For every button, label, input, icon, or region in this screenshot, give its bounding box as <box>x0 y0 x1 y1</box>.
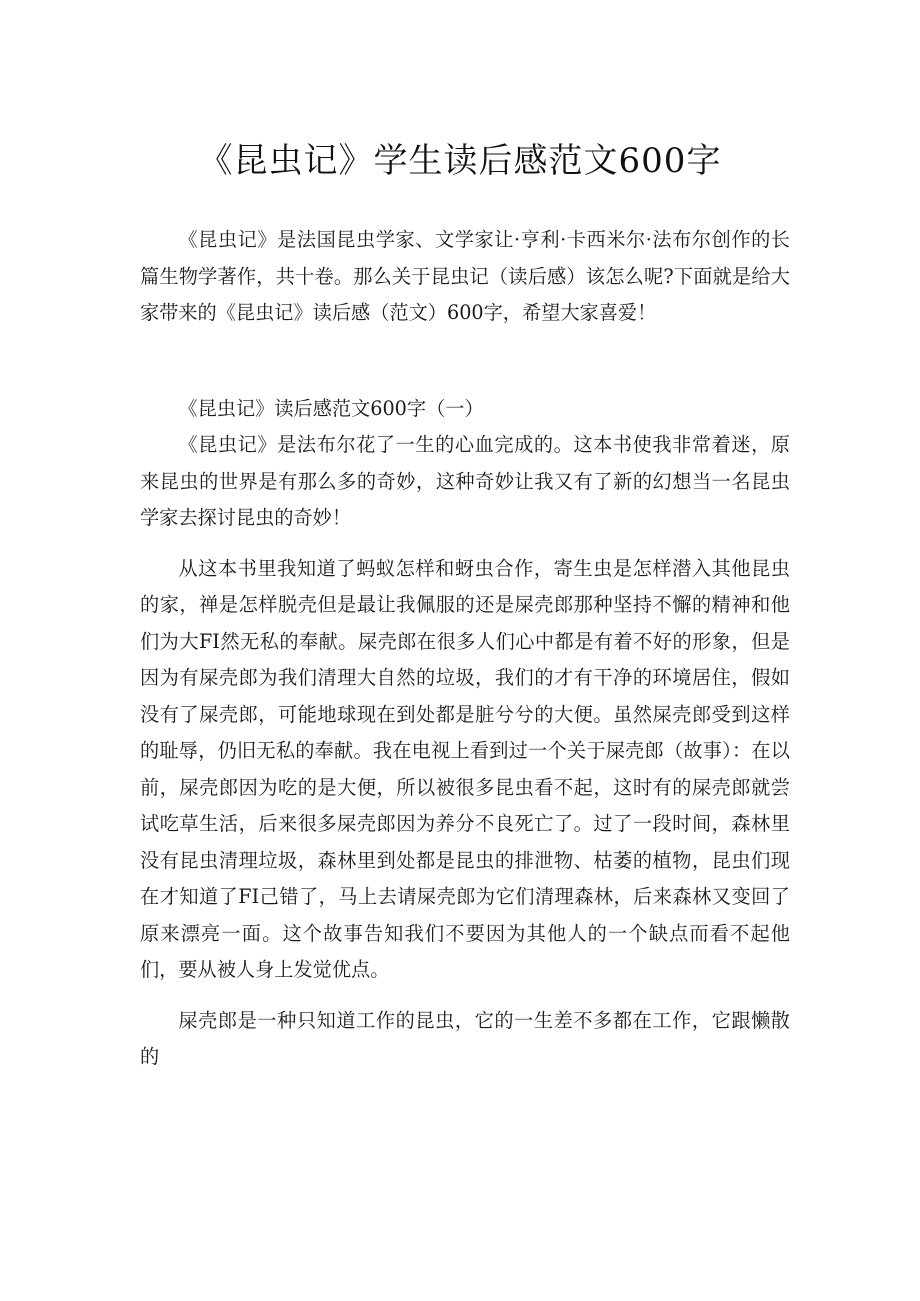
document-body <box>140 222 790 1076</box>
body-paragraph-3: 屎壳郎是一种只知道工作的昆虫，它的一生差不多都在工作，它跟懒散的 <box>140 1008 790 1068</box>
document-title: 《昆虫记》学生读后感范文600字 <box>198 141 722 181</box>
body-paragraph-1: 《昆虫记》是法布尔花了一生的心血完成的。这本书使我非常着迷，原来昆虫的世界是有那么多的奇妙，这种奇妙让我又有了新的幻想当一名昆虫学家去探讨昆虫的奇妙！ <box>140 433 790 529</box>
section-heading: 《昆虫记》读后感范文600字（一） <box>178 396 484 420</box>
body-paragraph-2: 从这本书里我知道了蚂蚁怎样和蚜虫合作，寄生虫是怎样潜入其他昆虫的家，禅是怎样脱壳但是最让我佩服的还是屎壳郎那种坚持不懈的精神和他们为大FI然无私的奉献。屎壳郎在很多人们心中都是有着不好的形象，但是因为有屎壳郎为我们清理大自然的垃圾，我们的才有干净的环境居住，假如没有了屎壳郎，可能地球现在到处都是脏兮兮的大便。虽然屎壳郎受到这样的耻辱，仍旧无私的奉献。我在电视上看到过一个关于屎壳郎（故事）：在以前，屎壳郎因为吃的是大便，所以被很多昆虫看不起，这时有的屎壳郎就尝试吃草生活，后来很多屎壳郎因为养分不良死亡了。过了一段时间，森林里没有昆虫清理垃圾，森林里到处都是昆虫的排泄物、枯萎的植物，昆虫们现在才知道了FI己错了，马上去请屎壳郎为它们清理森林，后来森林又变回了原来漂亮一面。这个故事告知我们不要因为其他人的一个缺点而看不起他们，要从被人身上发觉优点。 <box>140 556 790 981</box>
intro-paragraph: 《昆虫记》是法国昆虫学家、文学家让·亨利·卡西米尔·法布尔创作的长篇生物学著作，共十卷。那么关于昆虫记（读后感）该怎么呢?下面就是给大家带来的《昆虫记》读后感（范文）600字，希望大家喜爱！ <box>140 228 790 324</box>
